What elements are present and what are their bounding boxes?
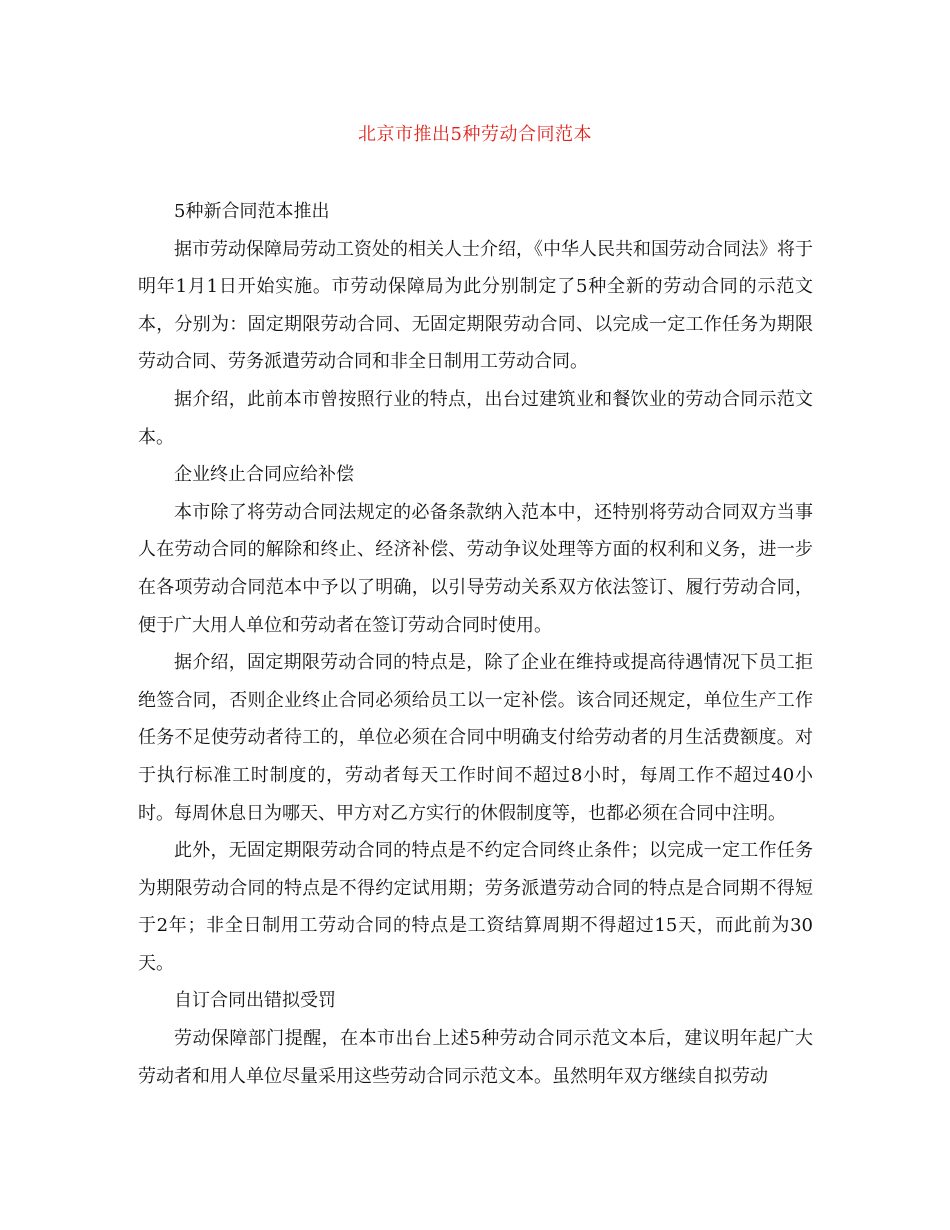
section-heading-new-templates: 5种新合同范本推出: [174, 201, 330, 222]
paragraph-rights-obligations: 本市除了将劳动合同法规定的必备条款纳入范本中，还特别将劳动合同双方当事人在劳动合同的解除和终止、经济补偿、劳动争议处理等方面的权利和义务，进一步在各项劳动合同范本中予以了明确，以引导劳动关系双方依法签订、履行劳动合同，便于广大用人单位和劳动者在签订劳动合同时使用。: [138, 501, 813, 636]
section-heading-penalty: 自订合同出错拟受罚: [174, 990, 336, 1012]
paragraph-other-contract-types: 此外，无固定期限劳动合同的特点是不约定合同终止条件；以完成一定工作任务为期限劳动合同的特点是不得约定试用期；劳务派遣劳动合同的特点是合同期不得短于2年；非全日制用工劳动合同的特点是工资结算周期不得超过15天，而此前为30天。: [138, 840, 813, 974]
document-body: [138, 193, 813, 1095]
paragraph-reminder: 劳动保障部门提醒，在本市出台上述5种劳动合同示范文本后，建议明年起广大劳动者和用人单位尽量采用这些劳动合同示范文本。虽然明年双方继续自拟劳动: [138, 1028, 813, 1087]
paragraph-introduction: 据市劳动保障局劳动工资处的相关人士介绍，《中华人民共和国劳动合同法》将于明年1月1日开始实施。市劳动保障局为此分别制定了5种全新的劳动合同的示范文本，分别为：固定期限劳动合同、无固定期限劳动合同、以完成一定工作任务为期限劳动合同、劳务派遣劳动合同和非全日制用工劳动合同。: [138, 238, 813, 373]
section-heading-compensation: 企业终止合同应给补偿: [174, 464, 354, 486]
document-title: 北京市推出5种劳动合同范本: [358, 124, 592, 145]
paragraph-fixed-term-contract: 据介绍，固定期限劳动合同的特点是，除了企业在维持或提高待遇情况下员工拒绝签合同，否则企业终止合同必须给员工以一定补偿。该合同还规定，单位生产工作任务不足使劳动者待工的，单位必须在合同中明确支付给劳动者的月生活费额度。对于执行标准工时制度的，劳动者每天工作时间不超过8小时，每周工作不超过40小时。每周休息日为哪天、甲方对乙方实行的休假制度等，也都必须在合同中注明。: [138, 652, 813, 824]
paragraph-previous-templates: 据介绍，此前本市曾按照行业的特点，出台过建筑业和餐饮业的劳动合同示范文本。: [138, 388, 813, 448]
